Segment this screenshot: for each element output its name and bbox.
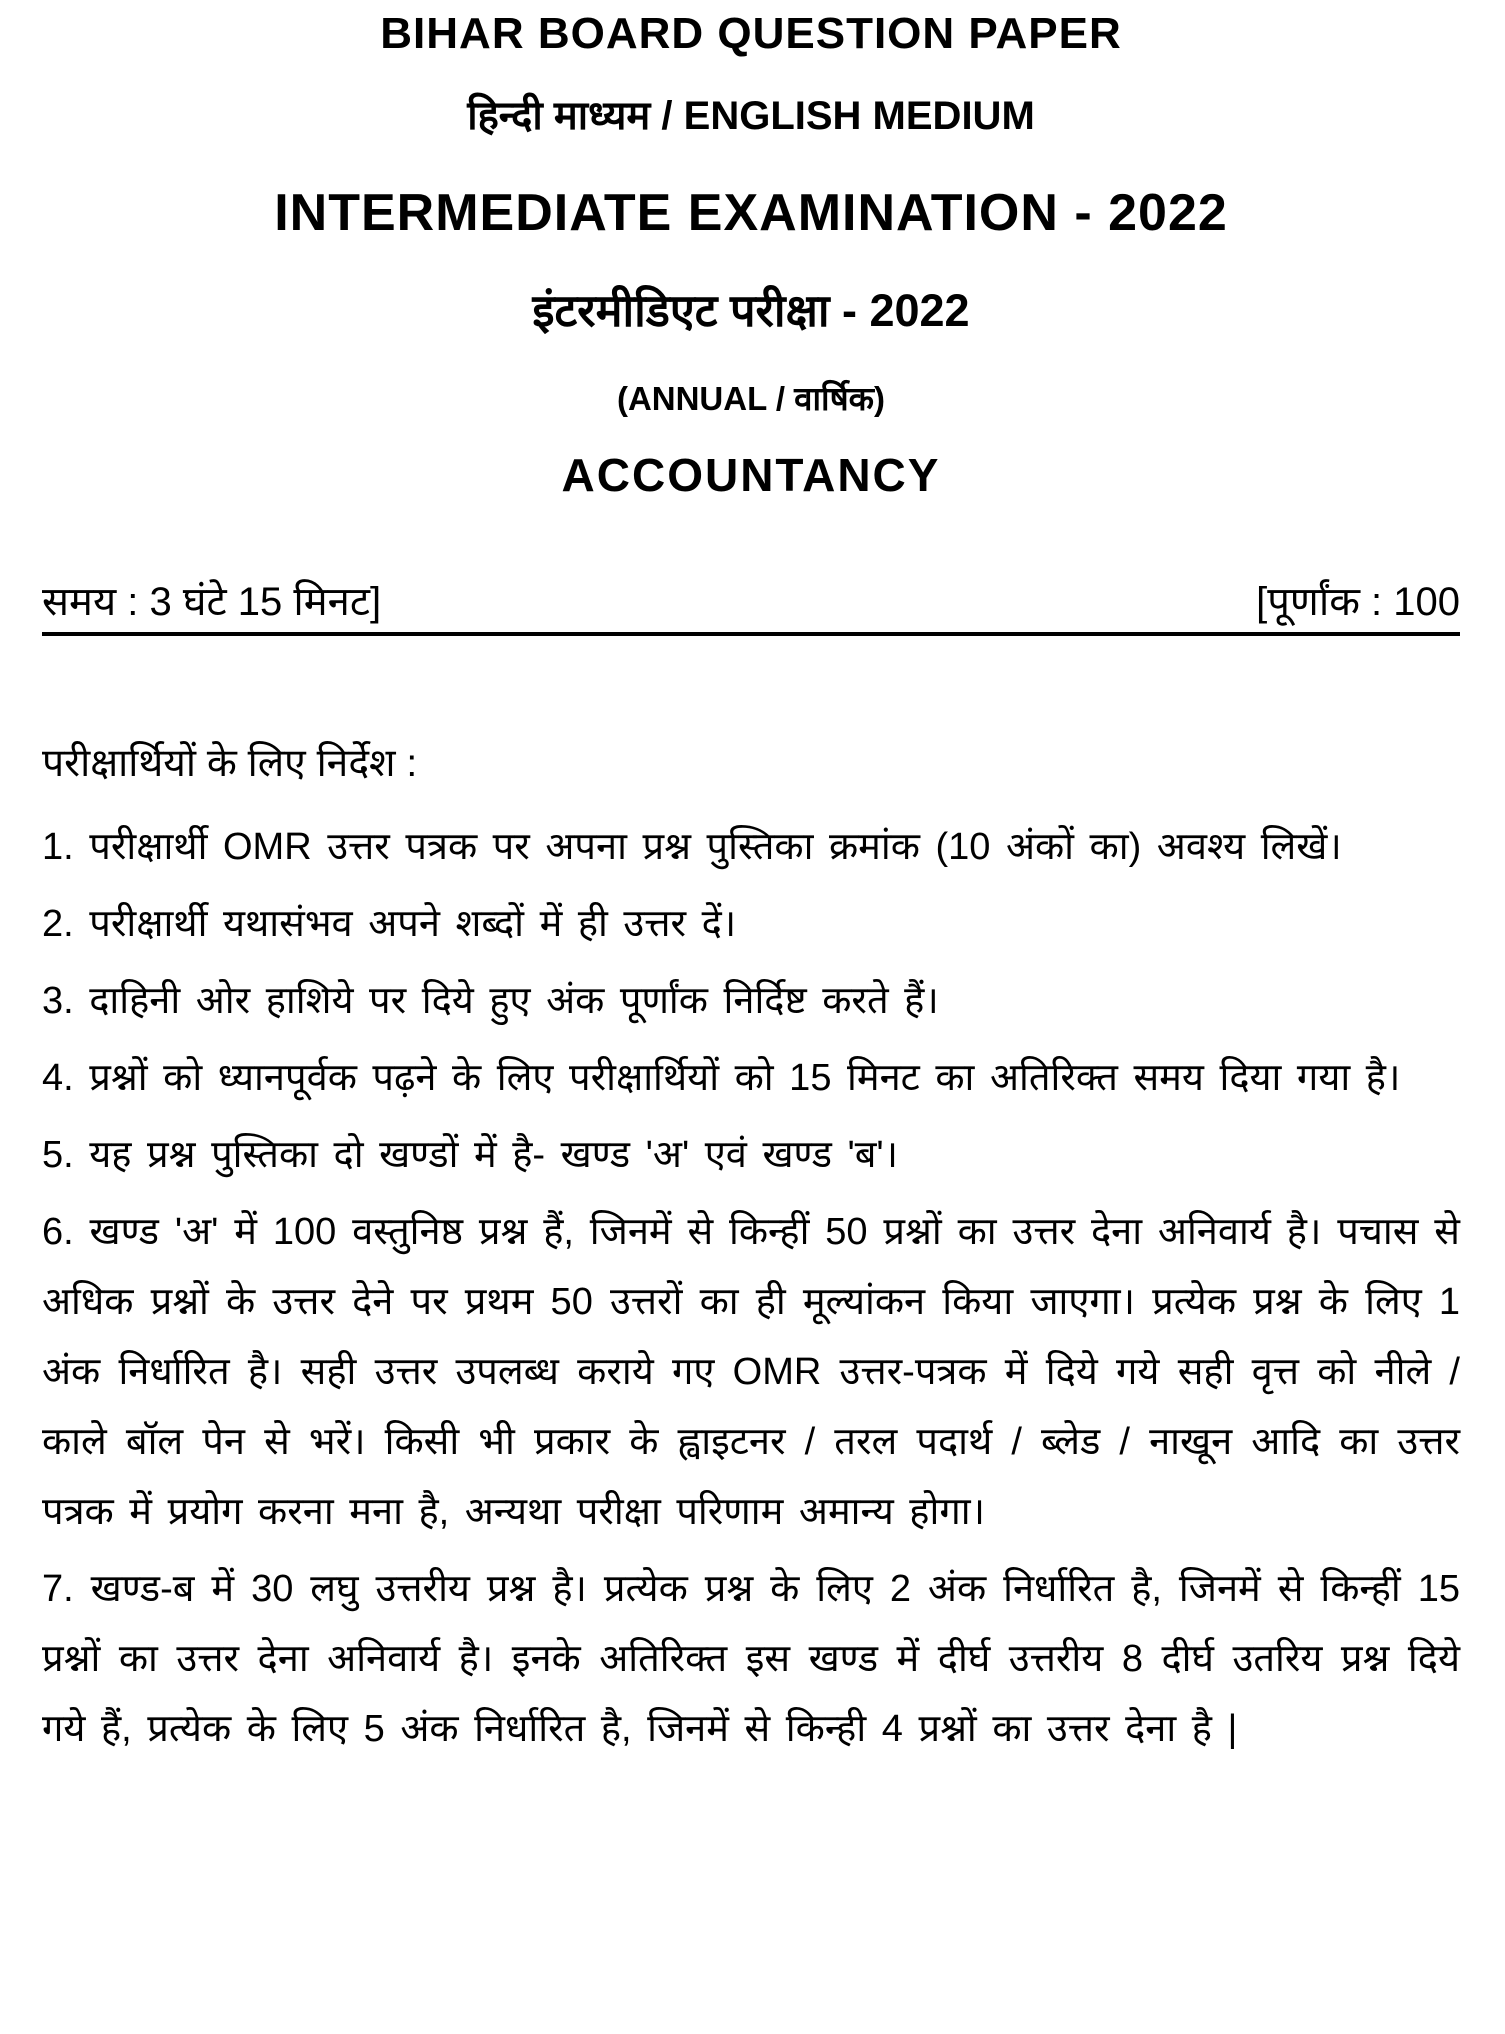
subject-title: ACCOUNTANCY [561,449,941,501]
instruction-item-2: 2. परीक्षार्थी यथासंभव अपने शब्दों में ही उत्तर दें। [42,903,737,945]
instructions-heading: परीक्षार्थियों के लिए निर्देश : [42,742,418,785]
instruction-item-3: 3. दाहिनी ओर हाशिये पर दिये हुए अंक पूर्णांक निर्दिष्ट करते हैं। [42,980,939,1022]
annual-line: (ANNUAL / वार्षिक) [616,380,886,417]
instructions-list [42,812,1460,1764]
instruction-item-4: 4. प्रश्नों को ध्यानपूर्वक पढ़ने के लिए परीक्षार्थियों को 15 मिनट का अतिरिक्त समय दिया गया है। [42,1057,1401,1099]
time-allowed-label: समय : 3 घंटे 15 मिनट] [42,580,382,624]
exam-title-hindi: इंटरमीडिएट परीक्षा - 2022 [532,285,970,336]
exam-title-english: INTERMEDIATE EXAMINATION - 2022 [274,184,1228,242]
full-marks-label: [पूर्णांक : 100 [1256,580,1460,624]
instruction-item-7: 7. खण्ड-ब में 30 लघु उत्तरीय प्रश्न है। प्रत्येक प्रश्न के लिए 2 अंक निर्धारित है, जिनमें से किन्हीं 15 प्रश्नों का उत्तर देना अनिवार्य है। इनके अतिरिक्त इस खण्ड में दीर्घ उत्तरीय 8 दीर्घ उतरिय प्रश्न दिये गये हैं, प्रत्येक के लिए 5 अंक निर्धारित है, जिनमें से किन्ही 4 प्रश्नों का उत्तर देना है | [42,1568,1460,1750]
time-marks-row [42,576,1460,636]
instruction-item-1: 1. परीक्षार्थी OMR उत्तर पत्रक पर अपना प्रश्न पुस्तिका क्रमांक (10 अंकों का) अवश्य लिखें। [42,826,1342,868]
board-title: BIHAR BOARD QUESTION PAPER [380,9,1122,58]
instruction-item-6: 6. खण्ड 'अ' में 100 वस्तुनिष्ठ प्रश्न हैं, जिनमें से किन्हीं 50 प्रश्नों का उत्तर देना अनिवार्य है। पचास से अधिक प्रश्नों के उत्तर देने पर प्रथम 50 उत्तरों का ही मूल्यांकन किया जाएगा। प्रत्येक प्रश्न के लिए 1 अंक निर्धारित है। सही उत्तर उपलब्ध कराये गए OMR उत्तर-पत्रक में दिये गये सही वृत्त को नीले / काले बॉल पेन से भरें। किसी भी प्रकार के ह्वाइटनर / तरल पदार्थ / ब्लेड / नाखून आदि का उत्तर पत्रक में प्रयोग करना मना है, अन्यथा परीक्षा परिणाम अमान्य होगा। [42,1211,1460,1533]
instruction-item-5: 5. यह प्रश्न पुस्तिका दो खण्डों में है- खण्ड 'अ' एवं खण्ड 'ब'। [42,1134,899,1176]
medium-line: हिन्दी माध्यम / ENGLISH MEDIUM [467,94,1035,138]
paper-header [42,8,1460,502]
